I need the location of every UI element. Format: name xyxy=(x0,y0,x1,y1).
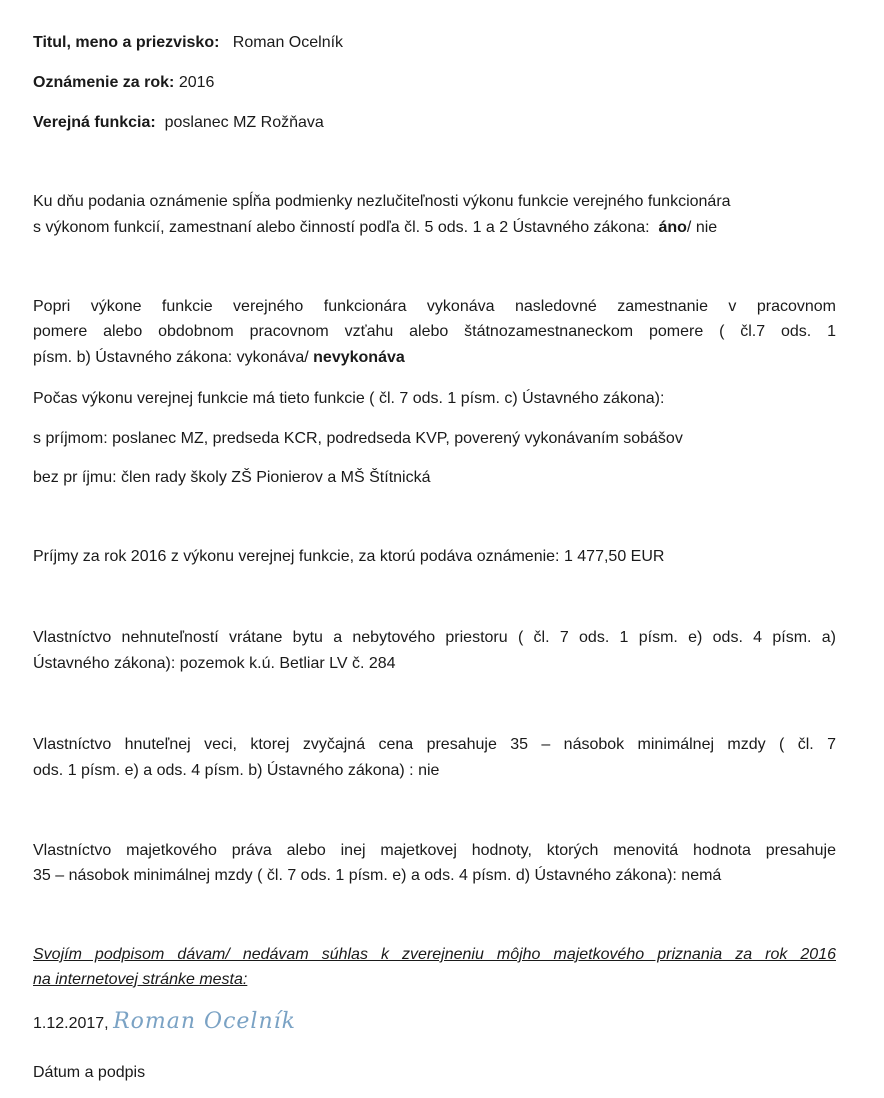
movable-line-1: Vlastníctvo hnuteľnej veci, ktorej zvyčajná cena presahuje 35 – násobok minimálnej mzdy ( čl. 7 xyxy=(33,736,836,753)
functions-without-income: bez pr íjmu: člen rady školy ZŠ Pionierov a MŠ Štítnická xyxy=(33,469,431,486)
name-value: Roman Ocelník xyxy=(232,34,344,51)
real-estate-line-2: Ústavného zákona): pozemok k.ú. Betliar LV č. 284 xyxy=(33,655,396,672)
incompatibility-line-1: Ku dňu podania oznámenie spĺňa podmienky nezlučiteľnosti výkonu funkcie verejného funkcionára xyxy=(33,193,731,210)
property-rights-line-2: 35 – násobok minimálnej mzdy ( čl. 7 ods. 1 písm. e) a ods. 4 písm. d) Ústavného zákona): nemá xyxy=(33,867,722,884)
name-row xyxy=(33,33,343,53)
year-value: 2016 xyxy=(178,74,215,91)
incompatibility-line-2 xyxy=(33,218,717,238)
income-row: Príjmy za rok 2016 z výkonu verejnej funkcie, za ktorú podáva oznámenie: 1 477,50 EUR xyxy=(33,548,665,565)
year-row xyxy=(33,73,214,93)
function-label: Verejná funkcia: xyxy=(33,114,156,131)
function-row xyxy=(33,113,324,133)
incompatibility-text: s výkonom funkcií, zamestnaní alebo činností podľa čl. 5 ods. 1 a 2 Ústavného zákona: xyxy=(33,219,650,236)
functions-intro: Počas výkonu verejnej funkcie má tieto funkcie ( čl. 7 ods. 1 písm. c) Ústavného zákona): xyxy=(33,390,665,407)
incompatibility-answer-other: / nie xyxy=(686,219,718,236)
employment-line-2: pomere alebo obdobnom pracovnom vzťahu alebo štátnozamestnaneckom pomere ( čl.7 ods. 1 xyxy=(33,323,836,340)
consent-line-2: na internetovej stránke mesta: xyxy=(33,971,248,988)
movable-line-2: ods. 1 písm. e) a ods. 4 písm. b) Ústavného zákona) : nie xyxy=(33,762,440,779)
employment-line-3 xyxy=(33,348,405,368)
employment-answer-selected: nevykonáva xyxy=(313,349,405,366)
signature-caption: Dátum a podpis xyxy=(33,1064,146,1081)
signature-row xyxy=(33,1009,296,1034)
incompatibility-answer-selected: áno xyxy=(658,219,687,236)
functions-with-income: s príjmom: poslanec MZ, predseda KCR, podredseda KVP, poverený vykonávaním sobášov xyxy=(33,430,683,447)
handwritten-signature: Roman Ocelník xyxy=(113,1009,296,1034)
name-label: Titul, meno a priezvisko: xyxy=(33,34,220,51)
real-estate-line-1: Vlastníctvo nehnuteľností vrátane bytu a nebytového priestoru ( čl. 7 ods. 1 písm. e) ods. 4 písm. a) xyxy=(33,629,836,646)
signature-date: 1.12.2017, xyxy=(33,1015,109,1032)
consent-line-1: Svojím podpisom dávam/ nedávam súhlas k zverejneniu môjho majetkového priznania za rok 2016 xyxy=(33,946,836,963)
property-rights-line-1: Vlastníctvo majetkového práva alebo inej majetkovej hodnoty, ktorých menovitá hodnota presahuje xyxy=(33,842,836,859)
employment-text: písm. b) Ústavného zákona: vykonáva/ xyxy=(33,349,309,366)
function-value: poslanec MZ Rožňava xyxy=(164,114,324,131)
employment-line-1: Popri výkone funkcie verejného funkcionára vykonáva nasledovné zamestnanie v pracovnom xyxy=(33,298,836,315)
year-label: Oznámenie za rok: xyxy=(33,74,175,91)
